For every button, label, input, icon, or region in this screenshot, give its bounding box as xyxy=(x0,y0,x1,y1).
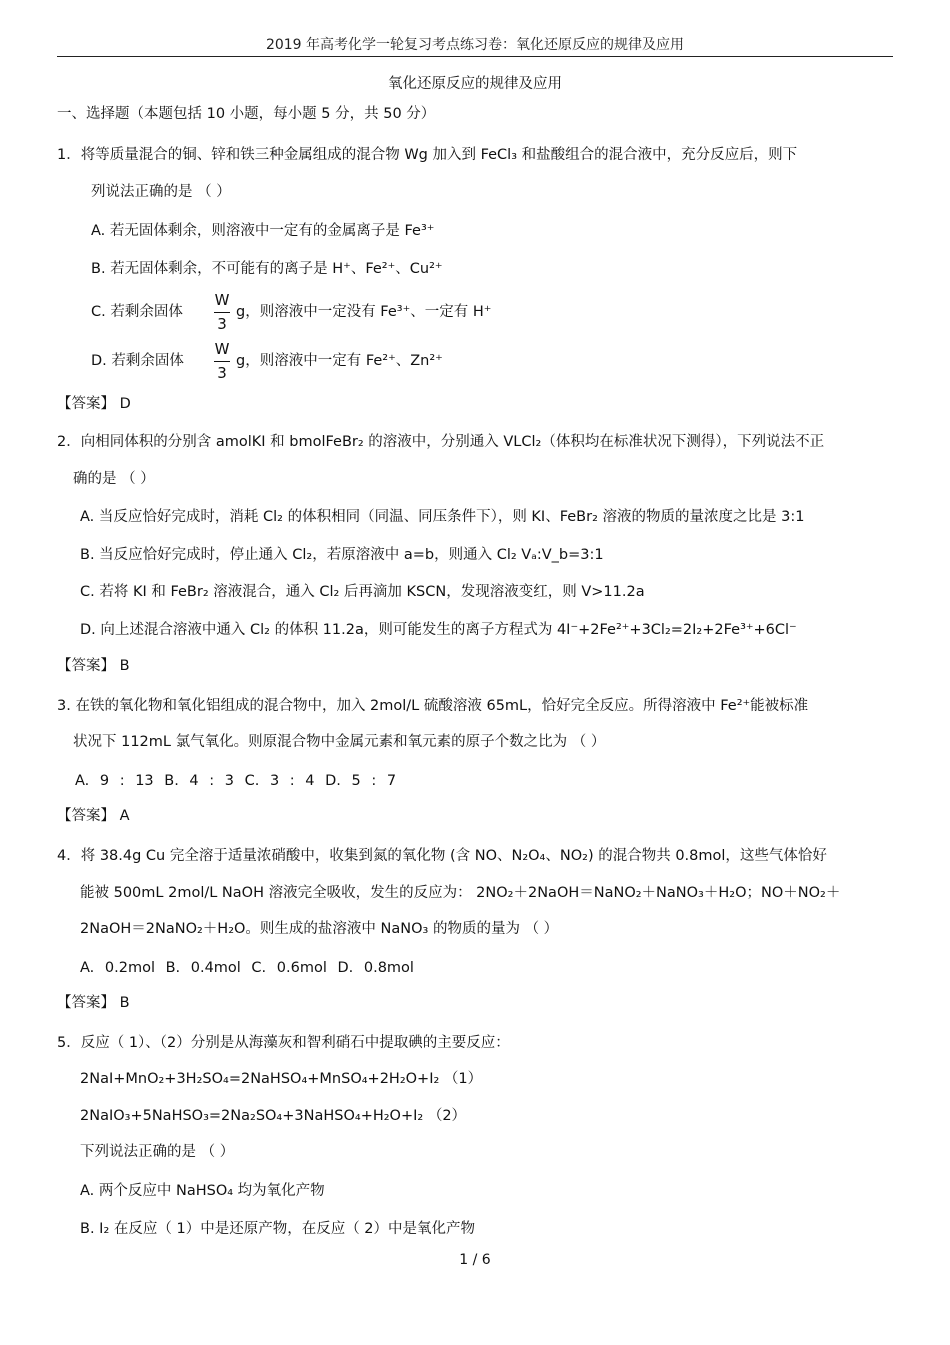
q1-option-c-prefix: C. 若剩余固体 xyxy=(91,304,183,320)
running-header: 2019 年高考化学一轮复习考点练习卷：氧化还原反应的规律及应用 xyxy=(265,37,685,53)
q5-equation-1: 2NaI+MnO₂+3H₂SO₄=2NaHSO₄+MnSO₄+2H₂O+I₂ （1） xyxy=(80,1071,483,1087)
q2-option-a: A. 当反应恰好完成时，消耗 Cl₂ 的体积相同（同温、同压条件下），则 KI、FeBr₂ 溶液的物质的量浓度之比是 3:1 xyxy=(80,509,805,525)
q1-option-d-suffix: g，则溶液中一定有 Fe²⁺、Zn²⁺ xyxy=(236,353,443,369)
q4-stem-line3: 2NaOH＝2NaNO₂＋H₂O。则生成的盐溶液中 NaNO₃ 的物质的量为 （ ） xyxy=(80,921,559,937)
q4-stem-line2: 能被 500mL 2mol/L NaOH 溶液完全吸收，发生的反应为： 2NO₂＋2NaOH＝NaNO₂＋NaNO₃＋H₂O；NO＋NO₂＋ xyxy=(80,885,841,901)
q2-answer: 【答案】 B xyxy=(57,658,130,674)
q2-stem-line1: 2．向相同体积的分别含 amolKI 和 bmolFeBr₂ 的溶液中，分别通入 VLCl₂（体积均在标准状况下测得），下列说法不正 xyxy=(57,434,825,450)
header-rule xyxy=(57,56,893,57)
q1-option-d-prefix: D. 若剩余固体 xyxy=(91,353,184,369)
fraction-numerator: W xyxy=(214,291,230,309)
q3-answer: 【答案】 A xyxy=(57,808,130,824)
q5-option-a: A. 两个反应中 NaHSO₄ 均为氧化产物 xyxy=(80,1183,325,1199)
q3-options: A. 9 : 13 B. 4 : 3 C. 3 : 4 D. 5 : 7 xyxy=(75,773,397,789)
q4-options: A. 0.2mol B. 0.4mol C. 0.6mol D. 0.8mol xyxy=(80,960,414,976)
document-title: 氧化还原反应的规律及应用 xyxy=(388,76,562,92)
q2-option-b: B. 当反应恰好完成时，停止通入 Cl₂，若原溶液中 a=b，则通入 Cl₂ Vₐ:V_b=3:1 xyxy=(80,547,604,563)
page-number: 1 / 6 xyxy=(459,1252,491,1268)
q1-answer: 【答案】 D xyxy=(57,396,131,412)
q2-option-d: D. 向上述混合溶液中通入 Cl₂ 的体积 11.2a，则可能发生的离子方程式为 4I⁻+2Fe²⁺+3Cl₂=2I₂+2Fe³⁺+6Cl⁻ xyxy=(80,622,797,638)
fraction-numerator: W xyxy=(214,340,230,358)
q1-option-a: A. 若无固体剩余，则溶液中一定有的金属离子是 Fe³⁺ xyxy=(91,223,435,239)
q5-stem-line1: 5．反应（ 1）、（2）分别是从海藻灰和智利硝石中提取碘的主要反应： xyxy=(57,1035,510,1051)
q1-stem-line2: 列说法正确的是 （ ） xyxy=(91,184,231,200)
fraction-denominator: 3 xyxy=(217,315,227,333)
fraction-bar xyxy=(214,361,230,362)
fraction-denominator: 3 xyxy=(217,364,227,382)
q2-option-c: C. 若将 KI 和 FeBr₂ 溶液混合，通入 Cl₂ 后再滴加 KSCN，发现溶液变红，则 V>11.2a xyxy=(80,584,645,600)
section-heading: 一、选择题（本题包括 10 小题，每小题 5 分，共 50 分） xyxy=(57,106,436,122)
q5-stem-line2: 下列说法正确的是 （ ） xyxy=(80,1144,235,1160)
fraction-bar xyxy=(214,312,230,313)
q1-option-b: B. 若无固体剩余，不可能有的离子是 H⁺、Fe²⁺、Cu²⁺ xyxy=(91,261,443,277)
q3-stem-line1: 3. 在铁的氧化物和氧化铝组成的混合物中，加入 2mol/L 硫酸溶液 65mL，恰好完全反应。所得溶液中 Fe²⁺能被标准 xyxy=(57,698,809,714)
q2-stem-line2: 确的是 （ ） xyxy=(73,471,155,487)
q5-equation-2: 2NaIO₃+5NaHSO₃=2Na₂SO₄+3NaHSO₄+H₂O+I₂ （2） xyxy=(80,1108,467,1124)
q1-stem-line1: 1．将等质量混合的铜、锌和铁三种金属组成的混合物 Wg 加入到 FeCl₃ 和盐酸组合的混合液中，充分反应后，则下 xyxy=(57,147,798,163)
q1-option-c-suffix: g，则溶液中一定没有 Fe³⁺、一定有 H⁺ xyxy=(236,304,492,320)
q3-stem-line2: 状况下 112mL 氯气氧化。则原混合物中金属元素和氧元素的原子个数之比为 （ ） xyxy=(73,734,606,750)
q4-answer: 【答案】 B xyxy=(57,995,130,1011)
q4-stem-line1: 4．将 38.4g Cu 完全溶于适量浓硝酸中，收集到氮的氧化物 (含 NO、N₂O₄、NO₂) 的混合物共 0.8mol，这些气体恰好 xyxy=(57,848,827,864)
q5-option-b: B. I₂ 在反应（ 1）中是还原产物，在反应（ 2）中是氧化产物 xyxy=(80,1221,476,1237)
